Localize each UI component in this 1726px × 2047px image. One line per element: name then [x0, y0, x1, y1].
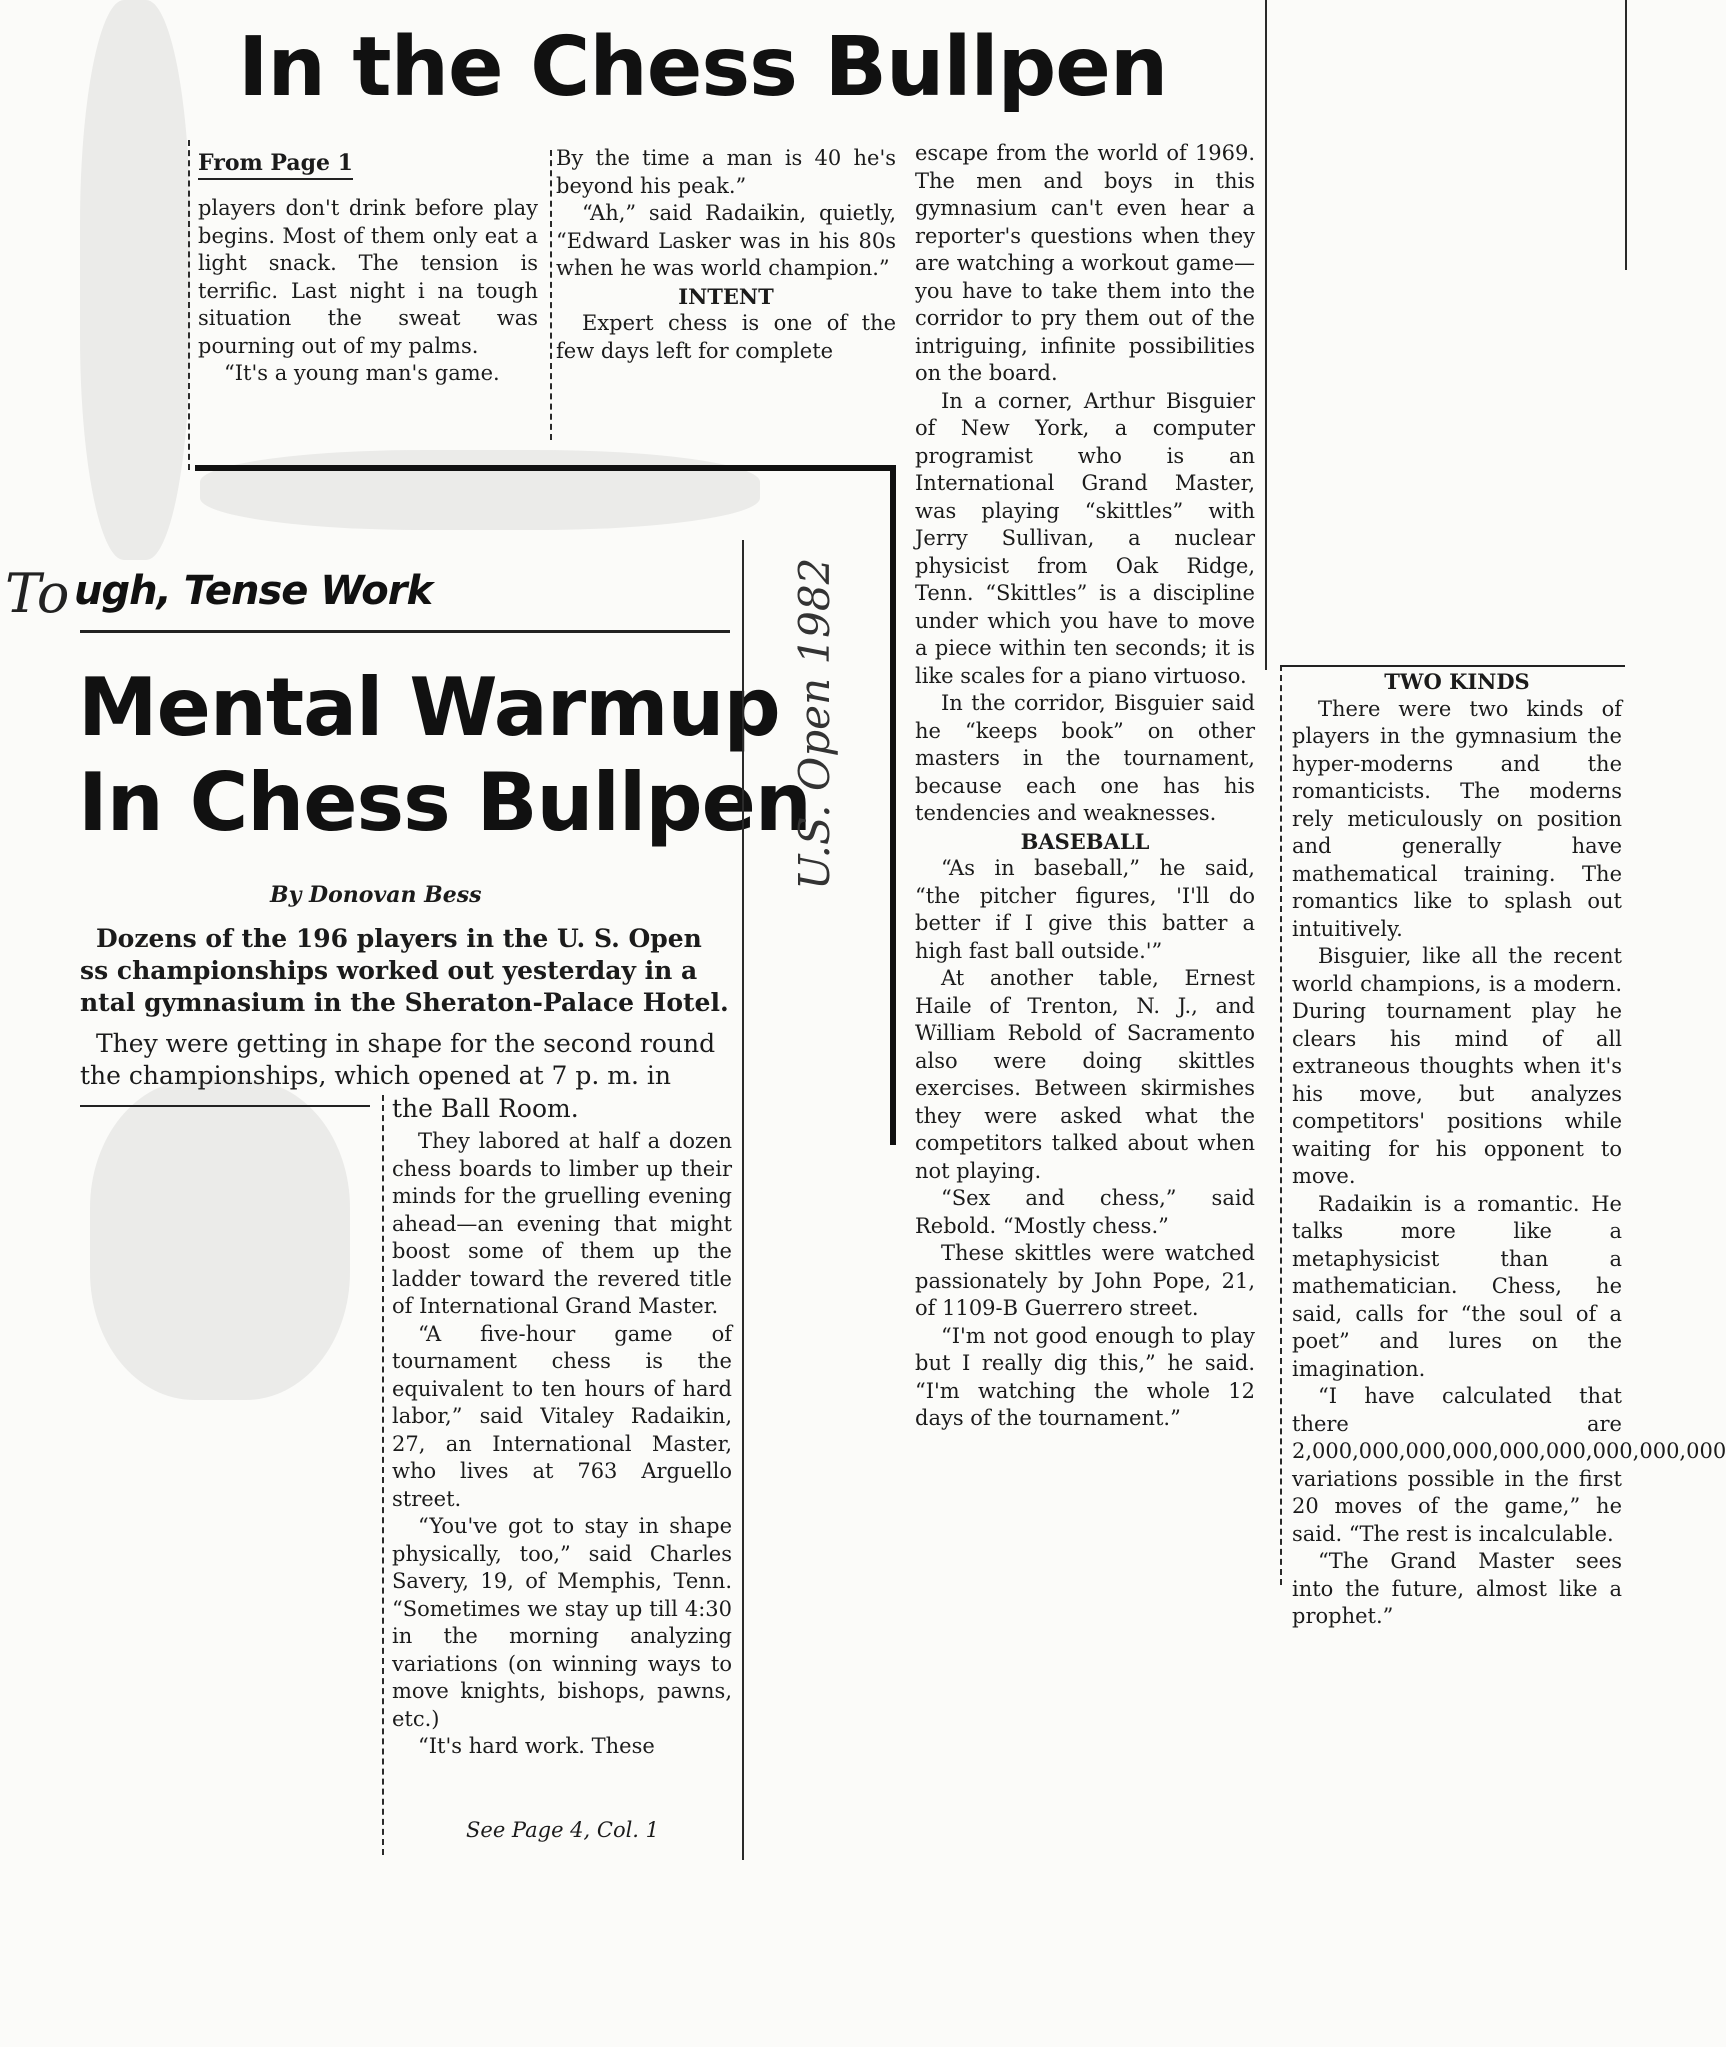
paragraph: “The Grand Master sees into the future, almost like a prophet.”	[1292, 1549, 1622, 1628]
column-4	[1292, 668, 1726, 1631]
paragraph: players don't drink before play begins. Most of them only eat a light snack. The tension is terrific. Last night i na tough situation the sweat was pourning out of my palms.	[198, 196, 538, 358]
lead-line: Dozens of the 196 players in the U. S. Open	[96, 924, 702, 953]
section-divider	[195, 465, 895, 471]
paragraph: There were two kinds of players in the gymnasium the hyper-moderns and the romanticists. The moderns rely meticulously on position and generally have mathematical training. The romantics like to splash out intuitively.	[1292, 696, 1622, 941]
upper-headline: In the Chess Bullpen	[238, 20, 1168, 115]
paragraph: At another table, Ernest Haile of Trenton, N. J., and William Rebold of Sacramento also were doing skittles exercises. Between skirmishes they were asked what the competitors talked about when not playing.	[915, 966, 1255, 1183]
paragraph: “You've got to stay in shape physically, too,” said Charles Savery, 19, of Memphis, Tenn. “Sometimes we stay up till 4:30 in the morning analyzing variations (on winning ways to move knights, bishops, pawns, etc.)	[392, 1514, 732, 1731]
intent-subhead: INTENT	[678, 283, 774, 309]
photocopy-smudge	[200, 450, 760, 530]
paragraph: “It's a young man's game.	[224, 361, 500, 385]
paragraph: Bisguier, like all the recent world champions, is a modern. During tournament play he clears his mind of all extraneous thoughts when it's his move, but analyzes competitors' positions while waiting for his opponent to move.	[1292, 944, 1622, 1188]
column-3	[915, 140, 1255, 1433]
paragraph: Radaikin is a romantic. He talks more like a metaphysicist than a mathematician. Chess, he said, calls for “the soul of a poet” and lures on the imagination.	[1292, 1191, 1622, 1381]
photocopy-smudge	[90, 1080, 350, 1400]
upper-column-2	[556, 145, 896, 365]
col4-top-rule	[1280, 665, 1625, 667]
lower-column-1	[392, 1128, 732, 1761]
main-headline-line1: Mental Warmup	[78, 661, 780, 754]
from-page-label: From Page 1	[198, 150, 353, 180]
paragraph: In a corner, Arthur Bisguier of New York, a computer programist who is an International Grand Master, was playing “skittles” with Jerry Sullivan, a nuclear physicist from Oak Ridge, Tenn. “Skittles” is a discipline under which you have to move a piece within ten seconds; it is like scales for a piano virtuoso.	[915, 388, 1255, 688]
lead-line: ss championships worked out yesterday in a	[80, 956, 698, 985]
kicker-rule	[80, 630, 730, 633]
main-headline-line2: In Chess Bullpen	[78, 756, 811, 849]
lead-line: ntal gymnasium in the Sheraton-Palace Hotel.	[80, 988, 729, 1017]
paragraph: “Sex and chess,” said Rebold. “Mostly chess.”	[915, 1186, 1255, 1238]
paragraph: “I have calculated that there are 2,000,000,000,000,000,000,000,000,000 variations possible in the first 20 moves of the game,” he said. “The rest is incalculable.	[1292, 1384, 1726, 1546]
lead-line: the championships, which opened at 7 p. m. in	[80, 1061, 671, 1090]
paragraph: “It's hard work. These	[418, 1734, 655, 1758]
paragraph: escape from the world of 1969. The men and boys in this gymnasium can't even hear a reporter's questions when they are watching a workout game—you have to take them into the corridor to pry them out of the intriguing, infinite possibilities on the board.	[915, 141, 1255, 385]
upper-right-rule	[1265, 0, 1267, 670]
lower-col-rule-right	[742, 540, 744, 1860]
lead-line: They were getting in shape for the second round	[96, 1029, 716, 1058]
photo-box-rule	[80, 1105, 370, 1107]
see-page-jump: See Page 4, Col. 1	[466, 1818, 660, 1842]
upper-column-1	[198, 195, 538, 388]
lower-col-rule-left	[382, 1095, 384, 1855]
paragraph: “As in baseball,” he said, “the pitcher figures, 'I'll do better if I give this batter a high fast ball outside.'”	[915, 856, 1255, 963]
paragraph: “Ah,” said Radaikin, quietly, “Edward Lasker was in his 80s when he was world champion.”	[556, 201, 896, 280]
two-kinds-subhead: TWO KINDS	[1384, 669, 1530, 694]
paragraph: “A five-hour game of tournament chess is the equivalent to ten hours of hard labor,” said Vitaley Radaikin, 27, an International Master, who lives at 763 Arguello street.	[392, 1321, 732, 1511]
col4-left-rule	[1280, 665, 1282, 1585]
column-rule-bold	[890, 465, 896, 1145]
baseball-subhead: BASEBALL	[1020, 828, 1150, 854]
kicker: ugh, Tense Work	[74, 568, 433, 614]
paragraph: In the corridor, Bisguier said he “keeps book” on other masters in the tournament, because each one has his tendencies and weaknesses.	[915, 691, 1255, 825]
paragraph: “I'm not good enough to play but I really dig this,” he said. “I'm watching the whole 12 days of the tournament.”	[915, 1323, 1255, 1430]
photocopy-smudge	[80, 0, 190, 560]
kicker-handwritten: To	[5, 562, 70, 625]
paragraph: These skittles were watched passionately by John Pope, 21, of 1109-B Guerrero street.	[915, 1241, 1255, 1320]
byline: By Donovan Bess	[270, 882, 482, 908]
paragraph: Expert chess is one of the few days left for complete	[556, 311, 896, 363]
paragraph: By the time a man is 40 he's beyond his peak.”	[556, 146, 896, 198]
second-paragraph	[80, 1028, 730, 1092]
lead-paragraph	[80, 923, 730, 1019]
paragraph: They labored at half a dozen chess boards to limber up their minds for the gruelling evening ahead—an evening that might boost some of them up the ladder toward the revered title of International Grand Master.	[392, 1129, 732, 1318]
second-paragraph-end: the Ball Room.	[392, 1094, 579, 1123]
right-edge-rule	[1625, 0, 1627, 270]
upper-mid-rule	[550, 150, 552, 440]
upper-left-rule	[188, 140, 190, 470]
